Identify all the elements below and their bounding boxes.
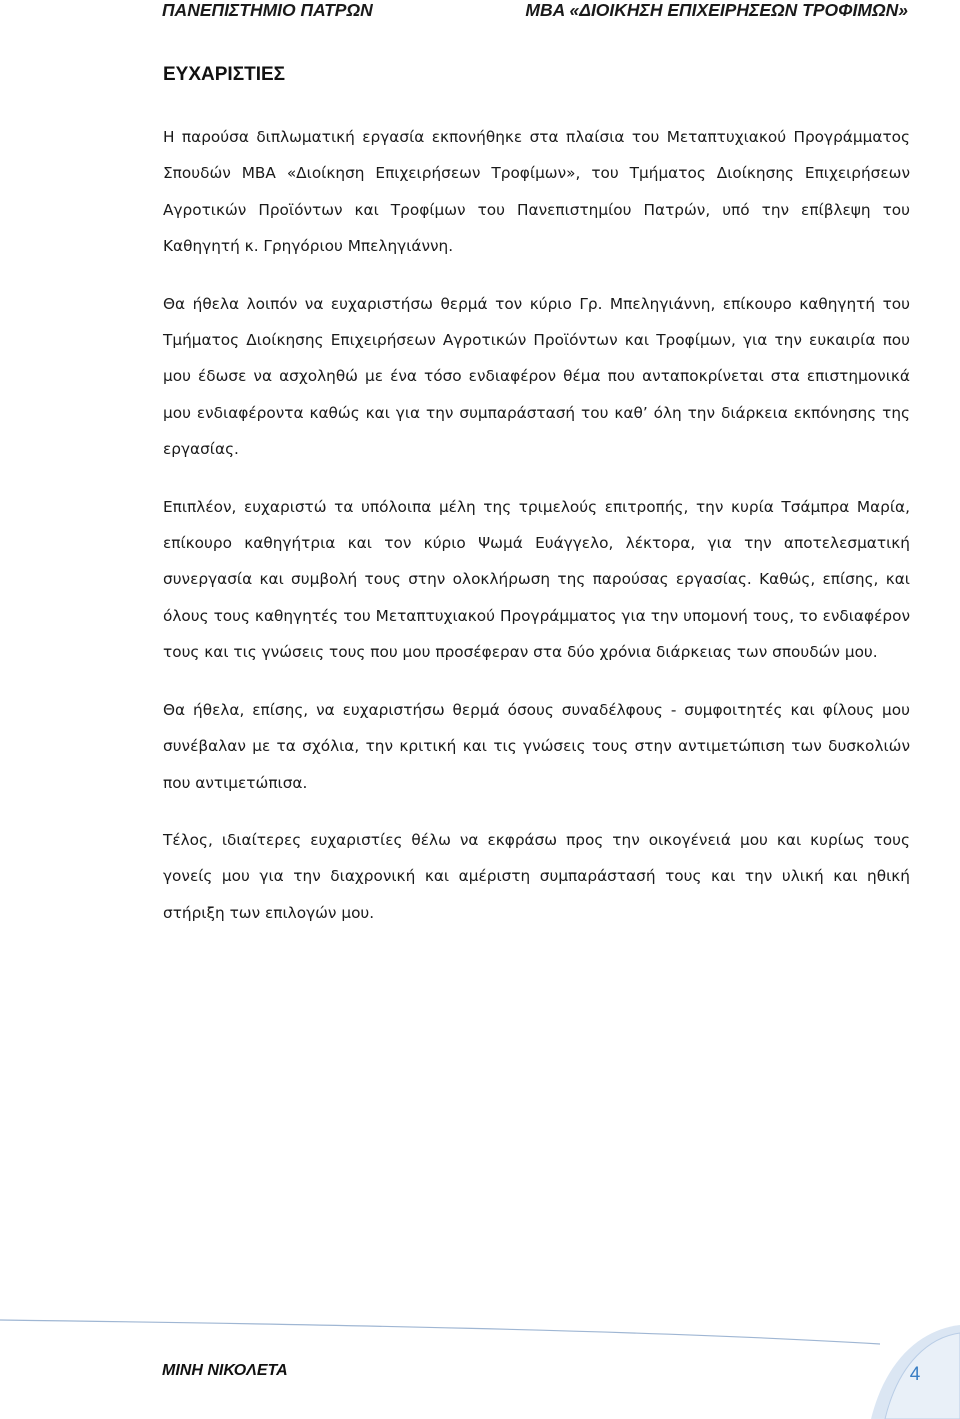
- paragraph-4: Θα ήθελα, επίσης, να ευχαριστήσω θερμά όσους συναδέλφους - συμφοιτητές και φίλους μου συνέβαλαν με τα σχόλια, την κριτική και τις γνώσεις τους στην αντιμετώπιση των δυσκολιών που αντιμετώπισα.: [163, 700, 910, 792]
- header-university: ΠΑΝΕΠΙΣΤΗΜΙΟ ΠΑΤΡΩΝ: [162, 0, 373, 20]
- header-program: MBA «ΔΙΟΙΚΗΣΗ ΕΠΙΧΕΙΡΗΣΕΩΝ ΤΡΟΦΙΜΩΝ»: [525, 0, 908, 20]
- paragraph-5: Τέλος, ιδιαίτερες ευχαριστίες θέλω να εκφράσω προς την οικογένειά μου και κυρίως τους γονείς μου για την διαχρονική και αμέριστη συμπαράστασή τους και την υλική και ηθική στήριξη των επιλογών μου.: [163, 830, 910, 922]
- paragraph-3: Επιπλέον, ευχαριστώ τα υπόλοιπα μέλη της τριμελούς επιτροπής, την κυρία Τσάμπρα Μαρία, επίκουρο καθηγήτρια και τον κύριο Ψωμά Ευάγγελο, λέκτορα, για την αποτελεσματική συνεργασία και συμβολή τους στην ολοκλήρωση της παρούσας εργασίας. Καθώς, επίσης, και όλους τους καθηγητές του Μεταπτυχιακού Προγράμματος για την υπομονή τους, το ενδιαφέρον τους και τις γνώσεις τους που μου προσέφεραν στα δύο χρόνια διάρκειας των σπουδών μου.: [163, 497, 910, 662]
- acknowledgements-body: [163, 119, 910, 931]
- section-heading: ΕΥΧΑΡΙΣΤΙΕΣ: [163, 64, 286, 85]
- footer-curve: [0, 1320, 880, 1344]
- footer-divider: [0, 1318, 960, 1348]
- page-header: [0, 0, 960, 26]
- paragraph-2: Θα ήθελα λοιπόν να ευχαριστήσω θερμά τον κύριο Γρ. Μπεληγιάννη, επίκουρο καθηγητή του Τμήματος Διοίκησης Επιχειρήσεων Αγροτικών Προϊόντων και Τροφίμων, για την ευκαιρία που μου έδωσε να ασχοληθώ με ένα τόσο ενδιαφέρον θέμα που ανταποκρίνεται στα επιστημονικά μου ενδιαφέροντα καθώς και για την συμπαράστασή του καθ’ όλη την διάρκεια εκπόνησης της εργασίας.: [163, 294, 910, 459]
- page-number: 4: [909, 1364, 921, 1385]
- paragraph-1: Η παρούσα διπλωματική εργασία εκπονήθηκε στα πλαίσια του Μεταπτυχιακού Προγράμματος Σπουδών ΜΒΑ «Διοίκηση Επιχειρήσεων Τροφίμων», του Τμήματος Διοίκησης Επιχειρήσεων Αγροτικών Προϊόντων και Τροφίμων του Πανεπιστημίου Πατρών, υπό την επίβλεψη του Καθηγητή κ. Γρηγόριου Μπεληγιάννη.: [163, 128, 910, 256]
- footer-author: ΜΙΝΗ ΝΙΚΟΛΕΤΑ: [162, 1362, 288, 1379]
